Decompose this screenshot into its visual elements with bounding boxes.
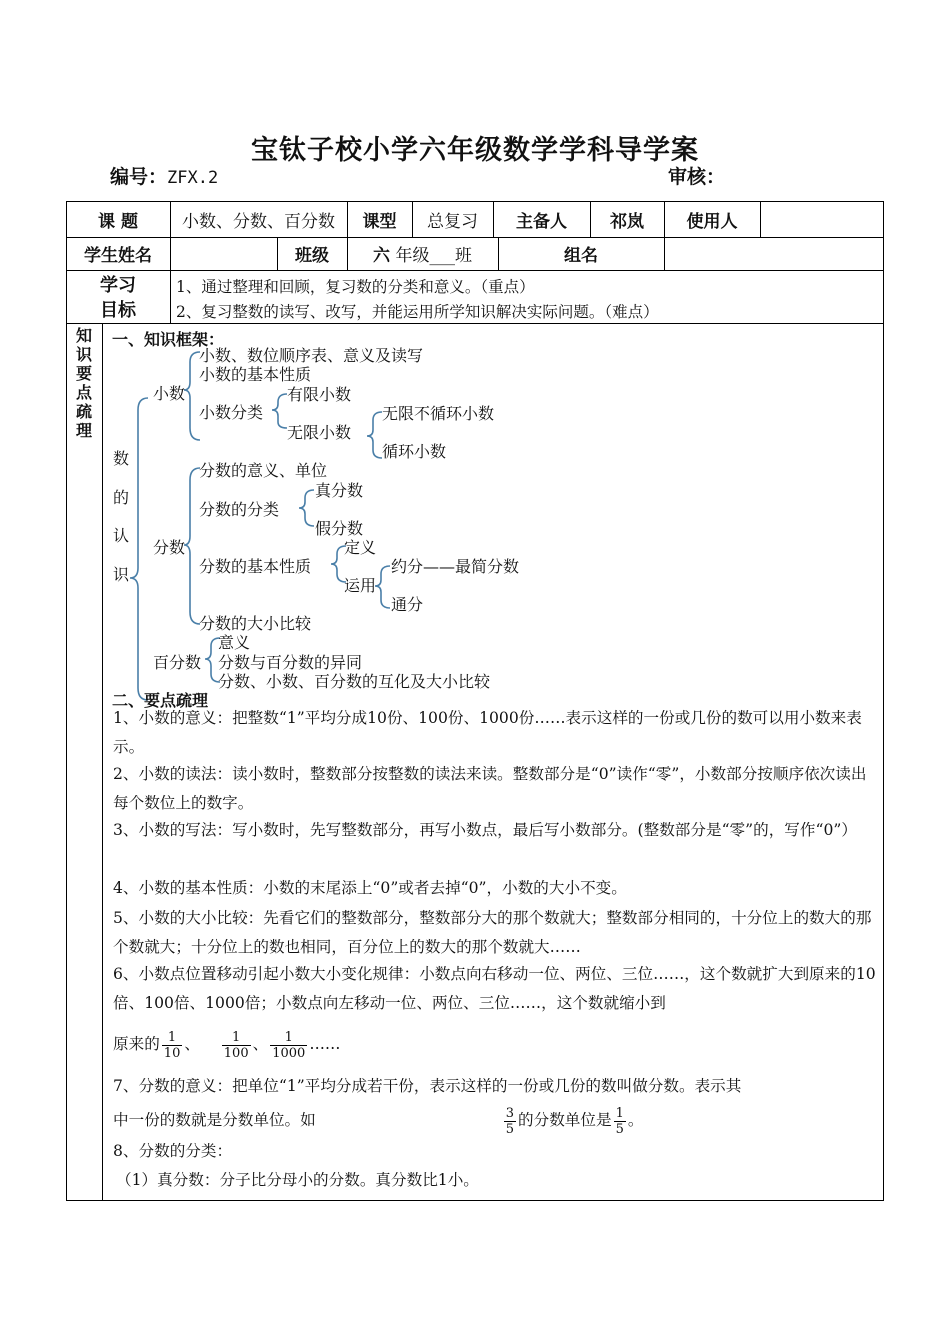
reduce-fraction: 约分——最简分数: [391, 557, 520, 576]
fraction-compare: 分数的大小比较: [199, 614, 312, 633]
fraction-1-100: $\frac{1}{100}$: [223, 1029, 249, 1061]
number-label: 编号：: [110, 166, 168, 188]
class-label: 班级: [295, 246, 329, 266]
fraction-brace: [184, 468, 200, 624]
infinite-brace: [367, 412, 382, 458]
finite-decimal: 有限小数: [287, 385, 352, 404]
percent-item-2: 分数与百分数的异同: [218, 653, 363, 672]
point-6: 6、小数点位置移动引起小数大小变化规律：小数点向右移动一位、两位、三位……，这个数就扩大到原来的10倍、100倍、1000倍；小数点向左移动一位、两位、三位……，这个数就缩小到: [113, 965, 876, 1012]
type-label: 课型: [362, 211, 397, 232]
page-title: 宝钛子校小学六年级数学学科导学案: [251, 135, 699, 166]
class-grade: 六: [373, 246, 391, 266]
point-7-line-2: 中一份的数就是分数单位。如 $\frac{3}{5}$ 的分数单位是 $\frac{1}{5}$ 。: [113, 1105, 644, 1137]
proper-fraction: 真分数: [315, 481, 364, 500]
fraction-meaning: 分数的意义、单位: [199, 461, 328, 480]
decimal-label: 小数: [153, 384, 186, 403]
point-4: 4、小数的基本性质：小数的末尾添上“0”或者去掉“0”，小数的大小不变。: [113, 879, 627, 897]
goal-label-1: 学习: [100, 275, 136, 296]
fraction-class-brace: [299, 490, 314, 526]
type-value: 总复习: [427, 211, 478, 232]
topic-value: 小数、分数、百分数: [182, 211, 335, 232]
common-denominator: 通分: [391, 595, 424, 614]
percent-item-3: 分数、小数、百分数的互化及大小比较: [218, 672, 491, 691]
point-1: 1、小数的意义：把整数“1”平均分成10份、100份、1000份……表示这样的一份或几份的数可以用小数来表示。: [113, 709, 862, 756]
point-3: 3、小数的写法：写小数时，先写整数部分，再写小数点，最后写小数部分。(整数部分是“零”的，写作“0”）: [113, 821, 857, 839]
decimal-item-1: 小数、数位顺序表、意义及读写: [199, 346, 424, 365]
key-points-heading: 二、要点疏理: [112, 691, 209, 710]
infinite-decimal: 无限小数: [287, 423, 352, 442]
decimal-brace: [184, 352, 200, 440]
number-value: ZFX.2: [167, 168, 219, 188]
repeating-decimal: 循环小数: [382, 442, 447, 461]
point-8: 8、分数的分类：: [113, 1142, 233, 1160]
fraction-1-1000: $\frac{1}{1000}$: [272, 1029, 306, 1061]
fraction-property: 分数的基本性质: [199, 557, 312, 576]
point-7: 7、分数的意义：把单位“1”平均分成若干份，表示这样的一份或几份的数叫做分数。表示其: [113, 1077, 742, 1095]
goal-1: 1、通过整理和回顾，复习数的分类和意义。（重点）: [176, 278, 535, 296]
root-label: 数 的 认 识: [113, 449, 130, 584]
point-6-tail: 原来的 $\frac{1}{10}$ 、 $\frac{1}{100}$ 、 $\frac{1}{1000}$ ……: [113, 1029, 341, 1061]
goal-label-2: 目标: [100, 300, 136, 321]
class-rest: 年级___班: [395, 246, 472, 266]
preparer-value: 祁岚: [610, 211, 644, 232]
framework-heading: 一、知识框架：: [112, 330, 225, 349]
fraction-1-5: $\frac{1}{5}$: [615, 1105, 624, 1137]
decimal-item-2: 小数的基本性质: [199, 365, 312, 384]
preparer-label: 主备人: [516, 211, 567, 232]
fraction-3-5: $\frac{3}{5}$: [505, 1105, 515, 1137]
percent-item-1: 意义: [218, 633, 251, 652]
student-name-label: 学生姓名: [84, 246, 152, 266]
fraction-label: 分数: [153, 538, 186, 557]
decimal-item-3: 小数分类: [199, 403, 264, 422]
user-label: 使用人: [686, 211, 738, 232]
percent-label: 百分数: [153, 653, 202, 672]
apply-brace: [375, 566, 390, 608]
review-label: 审核：: [668, 166, 726, 188]
point-2: 2、小数的读法：读小数时，整数部分按整数的读法来读。整数部分是“0”读作“零”，小数部分按顺序依次读出每个数位上的数字。: [113, 765, 867, 812]
goal-2: 2、复习整数的读写、改写，并能运用所学知识解决实际问题。（难点）: [176, 303, 659, 321]
group-label: 组名: [564, 246, 598, 266]
fraction-1-10: $\frac{1}{10}$: [163, 1029, 181, 1061]
fraction-classification: 分数的分类: [199, 500, 280, 519]
improper-fraction: 假分数: [315, 519, 364, 538]
side-label: 知 识 要 点 疏 理: [75, 326, 92, 440]
property-definition: 定义: [344, 538, 377, 557]
topic-label: 课 题: [98, 211, 138, 232]
decimal-class-brace: [272, 394, 287, 428]
non-repeating-decimal: 无限不循环小数: [382, 404, 495, 423]
point-8-1: （1）真分数：分子比分母小的分数。真分数比1小。: [116, 1171, 479, 1189]
root-brace: [130, 398, 148, 700]
property-application: 运用: [344, 576, 377, 595]
point-5: 5、小数的大小比较：先看它们的整数部分，整数部分大的那个数就大；整数部分相同的，十分位上的数大的那个数就大；十分位上的数也相同，百分位上的数大的那个数就大……: [113, 909, 872, 956]
